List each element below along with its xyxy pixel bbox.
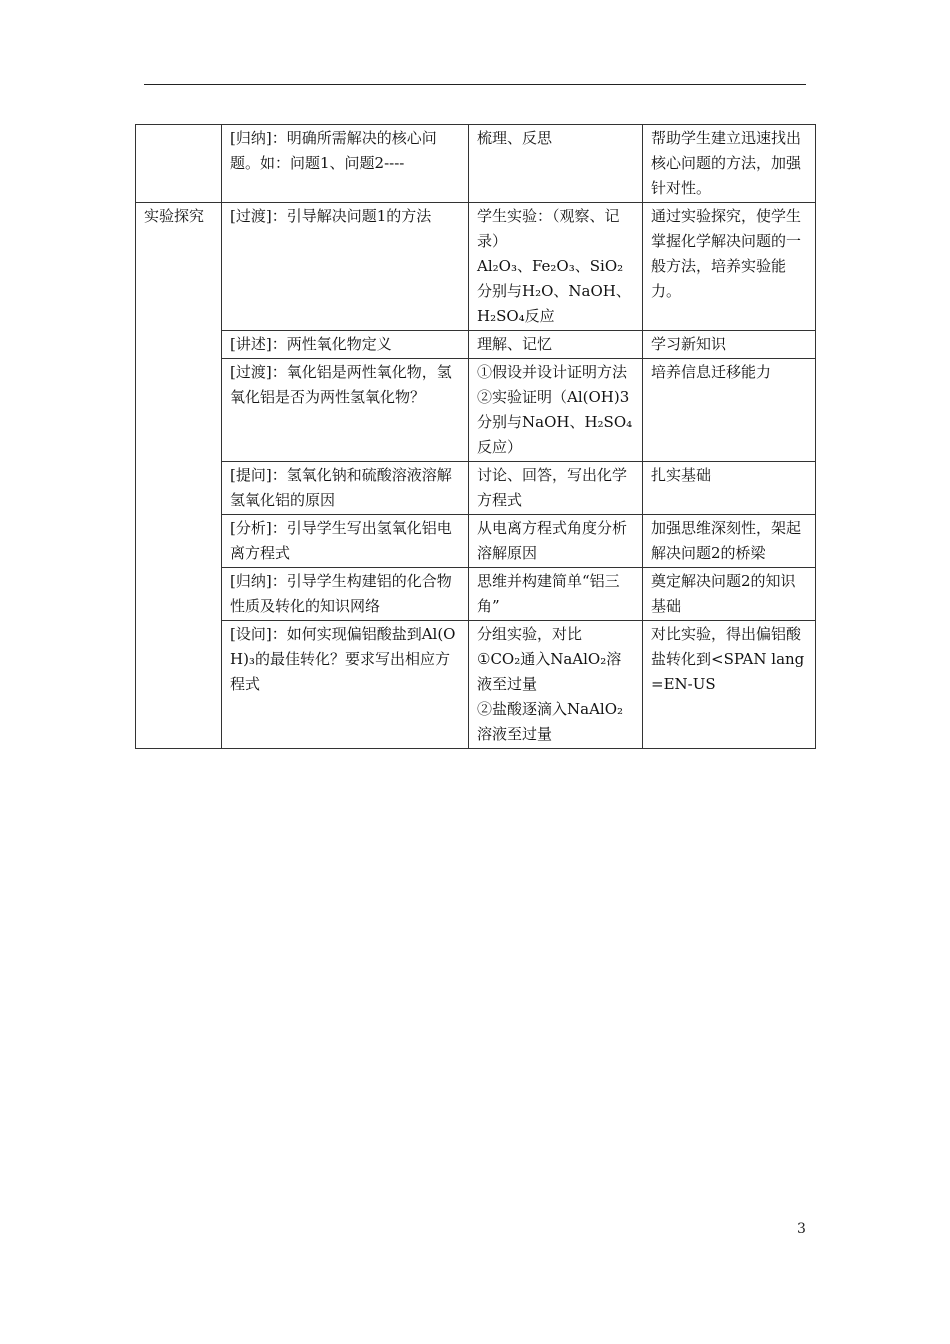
intent-cell [643,331,816,359]
teacher-cell [222,203,469,331]
section-cell [136,203,222,749]
table-row [136,568,816,621]
teacher-text: [归纳]：引导学生构建铝的化合物性质及转化的知识网络 [230,572,452,615]
intent-text: 奠定解决问题2的知识基础 [651,572,796,615]
student-text: Al₂O₃、Fe₂O₃、SiO₂分别与H₂O、NaOH、H₂SO₄反应 [477,257,631,325]
table-row [136,462,816,515]
teacher-text: [归纳]：明确所需解决的核心问题。如：问题1、问题2---- [230,129,437,172]
intent-cell [643,359,816,462]
student-text: 梳理、反思 [477,129,553,147]
intent-text: 帮助学生建立迅速找出核心问题的方法，加强针对性。 [651,129,802,197]
student-text: 理解、记忆 [477,335,553,353]
teacher-cell [222,568,469,621]
table-row [136,515,816,568]
teacher-cell [222,515,469,568]
intent-cell [643,515,816,568]
student-text: 思维并构建简单“铝三角” [477,572,620,615]
student-text: 学生实验：（观察、记录） [477,207,620,250]
intent-cell [643,568,816,621]
student-text: 分组实验，对比 [477,625,583,643]
student-cell [469,515,643,568]
intent-cell [643,203,816,331]
intent-cell [643,462,816,515]
intent-text: 扎实基础 [651,466,712,484]
table-row [136,331,816,359]
teacher-cell [222,621,469,749]
teacher-text: [提问]：氢氧化钠和硫酸溶液溶解氢氧化铝的原因 [230,466,452,509]
student-cell [469,621,643,749]
table-row [136,203,816,331]
intent-text: 对比实验，得出偏铝酸盐转化到<SPAN lang=EN-US [651,625,805,693]
student-cell [469,331,643,359]
student-cell [469,359,643,462]
teacher-cell [222,125,469,203]
lesson-plan-table [135,124,816,749]
intent-cell [643,621,816,749]
section-cell [136,125,222,203]
student-text: ②盐酸逐滴入NaAlO₂溶液至过量 [477,700,624,743]
student-text: ①假设并设计证明方法 [477,363,628,381]
student-cell [469,462,643,515]
student-text: ②实验证明（Al(OH)3分别与NaOH、H₂SO₄反应） [477,388,633,456]
teacher-cell [222,331,469,359]
table-body [136,125,816,749]
header-rule [144,84,806,85]
teacher-text: [设问]：如何实现偏铝酸盐到Al(OH)₃的最佳转化？要求写出相应方程式 [230,625,456,693]
intent-text: 通过实验探究，使学生掌握化学解决问题的一般方法，培养实验能力。 [651,207,802,300]
intent-text: 加强思维深刻性，架起解决问题2的桥梁 [651,519,802,562]
table-row [136,125,816,203]
teacher-cell [222,462,469,515]
student-cell [469,125,643,203]
intent-text: 培养信息迁移能力 [651,363,772,381]
teacher-cell [222,359,469,462]
table-row [136,621,816,749]
table-row [136,359,816,462]
page-number: 3 [797,1221,806,1237]
teacher-text: [过渡]：氧化铝是两性氧化物，氢氧化铝是否为两性氢氧化物？ [230,363,452,406]
section-label: 实验探究 [144,207,205,225]
student-cell [469,568,643,621]
teacher-text: [讲述]：两性氧化物定义 [230,335,392,353]
teacher-text: [分析]：引导学生写出氢氧化铝电离方程式 [230,519,452,562]
student-cell [469,203,643,331]
teacher-text: [过渡]：引导解决问题1的方法 [230,207,432,225]
intent-text: 学习新知识 [651,335,727,353]
intent-cell [643,125,816,203]
student-text: ①CO₂通入NaAlO₂溶液至过量 [477,650,622,693]
student-text: 讨论、回答，写出化学方程式 [477,466,628,509]
student-text: 从电离方程式角度分析溶解原因 [477,519,628,562]
